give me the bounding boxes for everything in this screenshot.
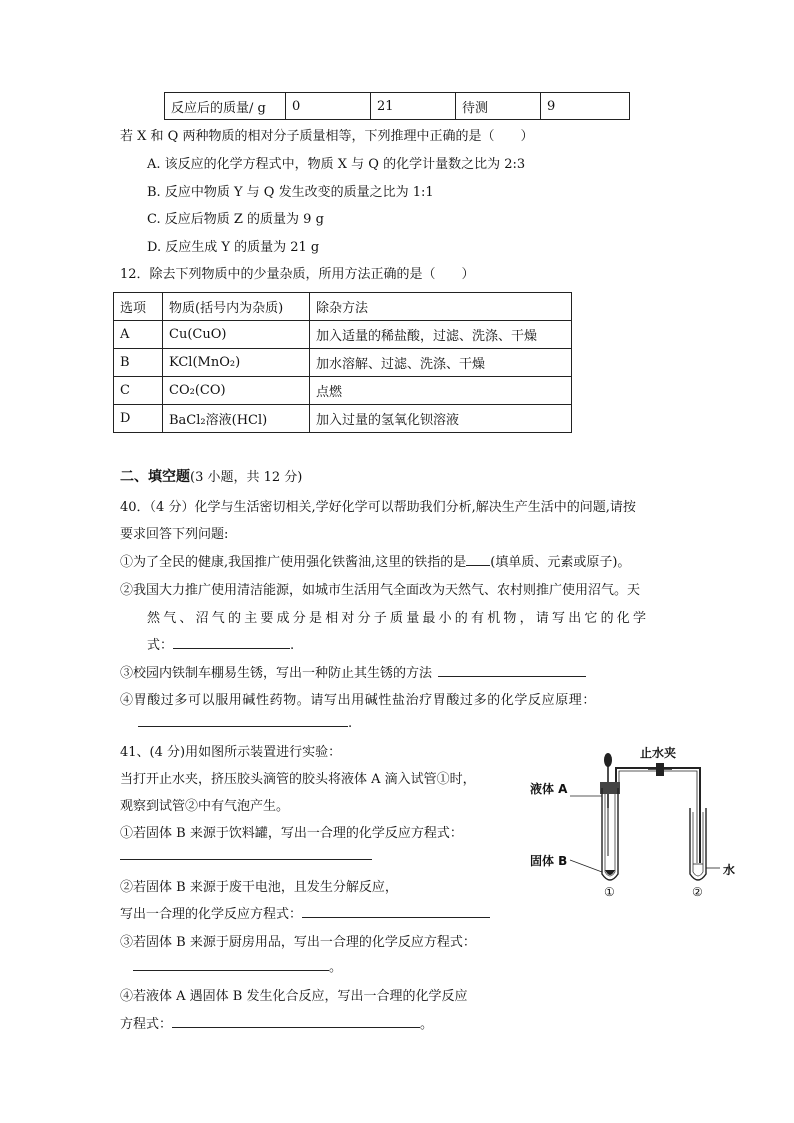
apparatus-svg [530,748,750,903]
table-header-row [114,293,572,321]
q11-option-a: A. 该反应的化学方程式中，物质 X 与 Q 的化学计量数之比为 2:3 [147,157,526,172]
answer-blank[interactable] [302,904,490,918]
q41-sub4b [120,1013,433,1032]
q40-part4: ④胃酸过多可以服用碱性药物。请写出用碱性盐治疗胃酸过多的化学反应原理： [120,693,597,708]
answer-blank[interactable] [133,957,329,971]
dropper-bulb [604,753,612,767]
table-cell: B [114,349,163,377]
label-water: 水 [723,863,736,877]
table-cell: BaCl₂溶液(HCl) [163,405,310,433]
q41-sub2b [120,903,490,922]
table-cell: 9 [541,93,630,120]
table-cell: 反应后的质量/ g [165,93,286,120]
q40-part2-prefix: 式： [147,638,174,653]
q41-sub2b-text: 写出一合理的化学反应方程式： [120,907,303,922]
q41-sub3-end: 。 [329,960,343,975]
table-row [114,349,572,377]
answer-blank[interactable] [120,846,372,860]
table-header: 除杂方法 [310,293,572,321]
q40-part2-line2: 然气、沼气的主要成分是相对分子质量最小的有机物，请写出它的化学 [147,611,650,626]
q40-line2: 要求回答下列问题: [120,527,229,542]
q41-sub2a: ②若固体 B 来源于废干电池，且发生分解反应， [120,880,398,895]
table-row [165,93,630,120]
table-cell: KCl(MnO₂) [163,349,310,377]
table-cell: CO₂(CO) [163,377,310,405]
q41-line1: 41、(4 分)用如图所示装置进行实验： [120,745,342,760]
solid-b-leader [570,860,602,872]
test-tube-2 [690,808,706,880]
table-cell: 待测 [456,93,541,120]
q41-sub4b-text: 方程式： [120,1017,173,1032]
label-tube-1: ① [604,885,615,899]
q40-part1-tail: (填单质、元素或原子)。 [490,555,631,570]
table-header: 物质(括号内为杂质) [163,293,310,321]
q41-sub3-answer [133,956,342,975]
apparatus-diagram [530,748,750,903]
answer-blank[interactable] [438,663,586,677]
table-cell: 点燃 [310,377,572,405]
q41-line2: 当打开止水夹，挤压胶头滴管的胶头将液体 A 滴入试管①时， [120,772,476,787]
q40-part2-line1: ②我国大力推广使用清洁能源，如城市生活用气全面改为天然气、农村则推广使用沼气。天 [120,583,641,598]
q11-option-c: C. 反应后物质 Z 的质量为 9 g [147,212,324,227]
table-cell: D [114,405,163,433]
test-tube-1 [602,788,618,880]
label-liquid-a: 液体 A [530,782,568,796]
section-note: (3 小题，共 12 分) [190,470,303,485]
answer-blank[interactable] [173,635,290,649]
q41-sub1-answer [120,846,372,864]
q40-part3-text: ③校园内铁制车棚易生锈，写出一种防止其生锈的方法 [120,666,433,681]
q40-part4-end: . [348,716,353,731]
table-cell: 加水溶解、过滤、洗涤、干燥 [310,349,572,377]
section-heading [120,466,302,486]
delivery-tube-inner [619,771,697,863]
table-row [114,377,572,405]
q40-part2-line3 [147,634,294,653]
q41-sub1: ①若固体 B 来源于饮料罐，写出一合理的化学反应方程式： [120,826,463,841]
table-cell: C [114,377,163,405]
table-row [114,321,572,349]
q11-option-b: B. 反应中物质 Y 与 Q 发生改变的质量之比为 1:1 [147,185,434,200]
q41-line3: 观察到试管②中有气泡产生。 [120,799,290,814]
q40-part1-text: ①为了全民的健康,我国推广使用强化铁酱油,这里的铁指的是 [120,555,467,570]
q40-line1: 40．（4 分）化学与生活密切相关,学好化学可以帮助我们分析,解决生产生活中的问题,请按 [120,500,636,515]
delivery-tube [616,768,700,863]
q41-sub3: ③若固体 B 来源于厨房用品，写出一合理的化学反应方程式： [120,935,476,950]
q12-stem: 12．除去下列物质中的少量杂质，所用方法正确的是（ ） [120,267,475,282]
label-clamp: 止水夹 [640,746,677,760]
q40-part2-end: . [290,638,295,653]
stopper-1 [600,782,620,794]
q40-part1 [120,551,630,570]
test-tube-2-inner [693,812,703,876]
answer-blank[interactable] [466,552,490,566]
table-cell: A [114,321,163,349]
impurity-table [113,292,572,433]
test-tube-1-inner [605,794,615,876]
table-row [114,405,572,433]
q40-part4-answer [138,713,352,731]
table-header: 选项 [114,293,163,321]
table-cell: Cu(CuO) [163,321,310,349]
label-tube-2: ② [692,885,703,899]
q11-stem: 若 X 和 Q 两种物质的相对分子质量相等，下列推理中正确的是（ ） [120,129,534,144]
q41-sub4a: ④若液体 A 遇固体 B 发生化合反应，写出一合理的化学反应 [120,989,468,1004]
table-cell: 加入过量的氢氧化钡溶液 [310,405,572,433]
section-title: 二、填空题 [120,469,190,485]
q40-part3 [120,662,586,681]
table-cell: 加入适量的稀盐酸，过滤、洗涤、干燥 [310,321,572,349]
label-solid-b: 固体 B [530,854,568,868]
mass-table [164,92,630,120]
table-cell: 21 [371,93,456,120]
table-cell: 0 [286,93,371,120]
q41-sub4-end: 。 [420,1017,434,1032]
q11-option-d: D. 反应生成 Y 的质量为 21 g [147,240,320,255]
answer-blank[interactable] [138,713,348,727]
answer-blank[interactable] [172,1014,420,1028]
